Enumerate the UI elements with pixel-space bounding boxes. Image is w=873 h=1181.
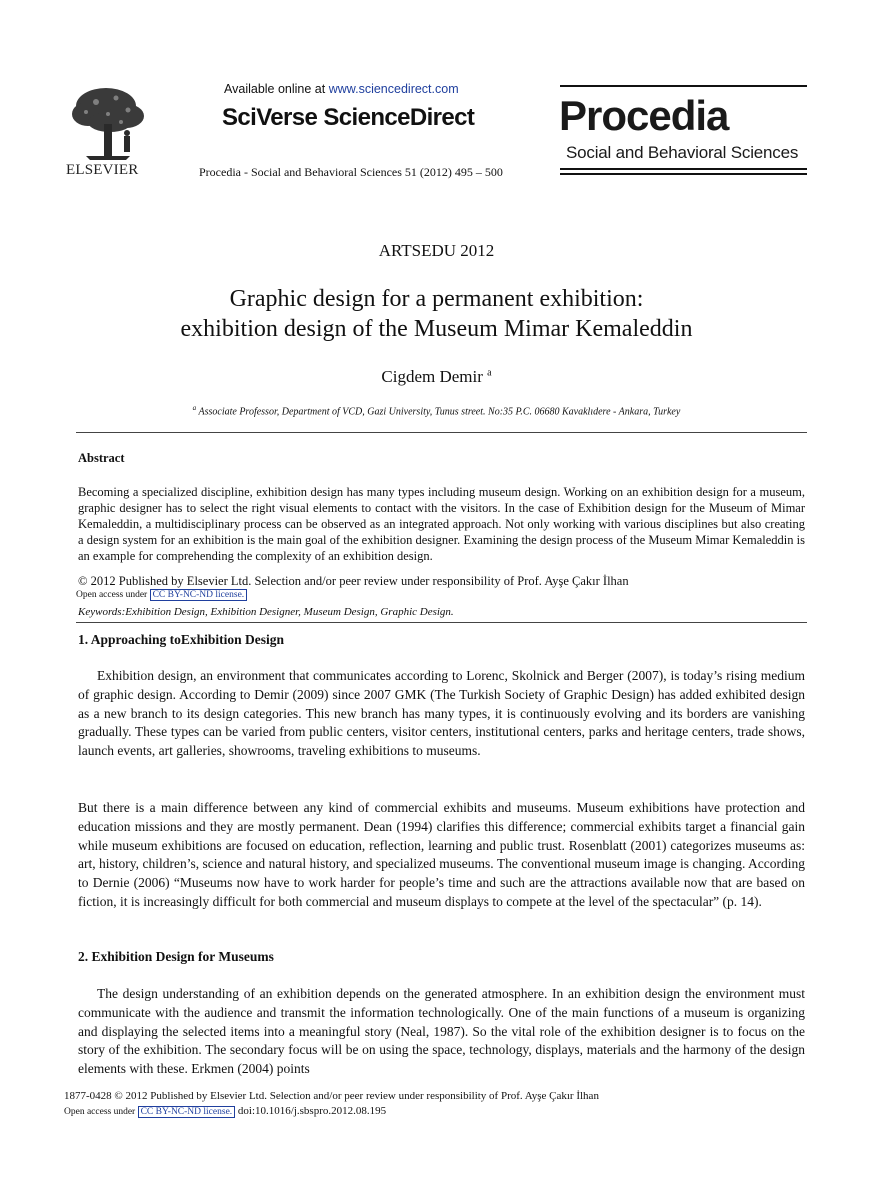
procedia-subtitle: Social and Behavioral Sciences bbox=[566, 143, 799, 162]
title-line-2: exhibition design of the Museum Mimar Kemaleddin bbox=[180, 316, 693, 342]
procedia-rule-bottom-2 bbox=[560, 173, 807, 175]
divider bbox=[76, 432, 807, 433]
keywords: Keywords:Exhibition Design, Exhibition Designer, Museum Design, Graphic Design. bbox=[78, 606, 454, 618]
available-online bbox=[224, 82, 459, 96]
open-access-line bbox=[76, 590, 247, 600]
procedia-rule-bottom-1 bbox=[560, 168, 807, 170]
paragraph: But there is a main difference between any kind of commercial exhibits and museums. Museum exhibitions have protection and education missions and they are mostly permanent. Dean (1994) clarifies this difference; commercial exhibits target a financial gain while museum exhibitions are focused on education, reflection, learning and public trust. Rosenblatt (2001) categorizes museums as: art, history, children’s, science and natural history, and specialized museums. The conventional museum image is changing. According to Dernie (2006) “Museums now have to work harder for people’s time and such are the attractions available now that are based on fiction, it is increasingly difficult for both commercial and museum displays to compete at the level of the spectacular” (p. 14). bbox=[78, 800, 805, 909]
procedia-title: Procedia bbox=[559, 92, 729, 139]
footer-doi-line bbox=[64, 1105, 386, 1117]
conference-name: ARTSEDU 2012 bbox=[378, 241, 495, 260]
open-access-text: Open access under bbox=[76, 590, 150, 600]
footer-issn: 1877-0428 © 2012 Published by Elsevier Ltd. Selection and/or peer review under responsibility of Prof. Ayşe Çakır İlhan bbox=[64, 1090, 599, 1102]
affiliation-mark: a bbox=[192, 404, 197, 412]
affiliation-text: Associate Professor, Department of VCD, Gazi University, Tunus street. No:35 P.C. 06680 Kavaklıdere - Ankara, Turkey bbox=[196, 406, 681, 418]
sciverse-logo: SciVerse ScienceDirect bbox=[222, 104, 475, 131]
divider bbox=[76, 622, 807, 623]
author-affiliation-mark: a bbox=[487, 367, 492, 379]
abstract-text: Becoming a specialized discipline, exhibition design has many types including museum design. Working on an exhibition design for a museum, graphic designer has to select the right visual elements to contact with the visitors. In the case of Exhibition design for the Museum of Mimar Kemaleddin, a multidisciplinary process can be observed as an integrated approach. Not only working with various disciplines but also creating a design system for an exhibition is the main goal of the exhibition designer. Examining the design process of the Museum Mimar Kemaleddin is an example for comprehending the complexity of an exhibition design. bbox=[78, 485, 805, 563]
section-heading: 1. Approaching toExhibition Design bbox=[78, 632, 285, 647]
paper-title bbox=[0, 284, 873, 344]
publisher-name: ELSEVIER bbox=[66, 162, 139, 178]
paragraph: Exhibition design, an environment that communicates according to Lorenc, Skolnick and Berger (2007), is today’s rising medium of graphic design. According to Demir (2009) since 2007 GMK (The Turkish Society of Graphic Design) has added exhibited design as a new branch to its design categories. This new branch has many types, it is continuously evolving and its borders are vanishing gradually. These types can be varied from public centers, visitor centers, institutional centers, parks and heritage centers, trade shows, launch events, art galleries, showrooms, traveling exhibitions to museums. bbox=[78, 668, 805, 759]
affiliation bbox=[0, 404, 873, 417]
copyright-line: © 2012 Published by Elsevier Ltd. Selection and/or peer review under responsibility of Prof. Ayşe Çakır İlhan bbox=[78, 574, 629, 588]
license-link[interactable]: CC BY-NC-ND license. bbox=[150, 589, 248, 601]
author bbox=[0, 367, 873, 387]
section-heading: 2. Exhibition Design for Museums bbox=[78, 949, 274, 964]
author-name: Cigdem Demir bbox=[381, 367, 488, 386]
sciencedirect-link[interactable]: www.sciencedirect.com bbox=[328, 82, 459, 96]
available-online-text: Available online at bbox=[224, 82, 329, 96]
doi[interactable]: doi:10.1016/j.sbspro.2012.08.195 bbox=[235, 1105, 387, 1117]
procedia-rule-top bbox=[560, 85, 807, 87]
title-line-1: Graphic design for a permanent exhibition: bbox=[229, 286, 644, 312]
footer-license-link[interactable]: CC BY-NC-ND license. bbox=[138, 1106, 236, 1118]
paragraph: The design understanding of an exhibition depends on the generated atmosphere. In an exhibition design the environment must communicate with the audience and transmit the information technologically. One of the main functions of a museum is organizing and displaying the selected items into a meaningful story (Neal, 1987). So the vital role of the exhibition designer is to focus on the story of the exhibition. The secondary focus will be on using the space, technology, displays, materials and the harmony of the design elements with these. Erkmen (2004) points bbox=[78, 986, 805, 1077]
footer-open-access: Open access under bbox=[64, 1107, 138, 1117]
journal-citation: Procedia - Social and Behavioral Sciences 51 (2012) 495 – 500 bbox=[199, 165, 503, 179]
abstract-heading: Abstract bbox=[78, 451, 125, 465]
